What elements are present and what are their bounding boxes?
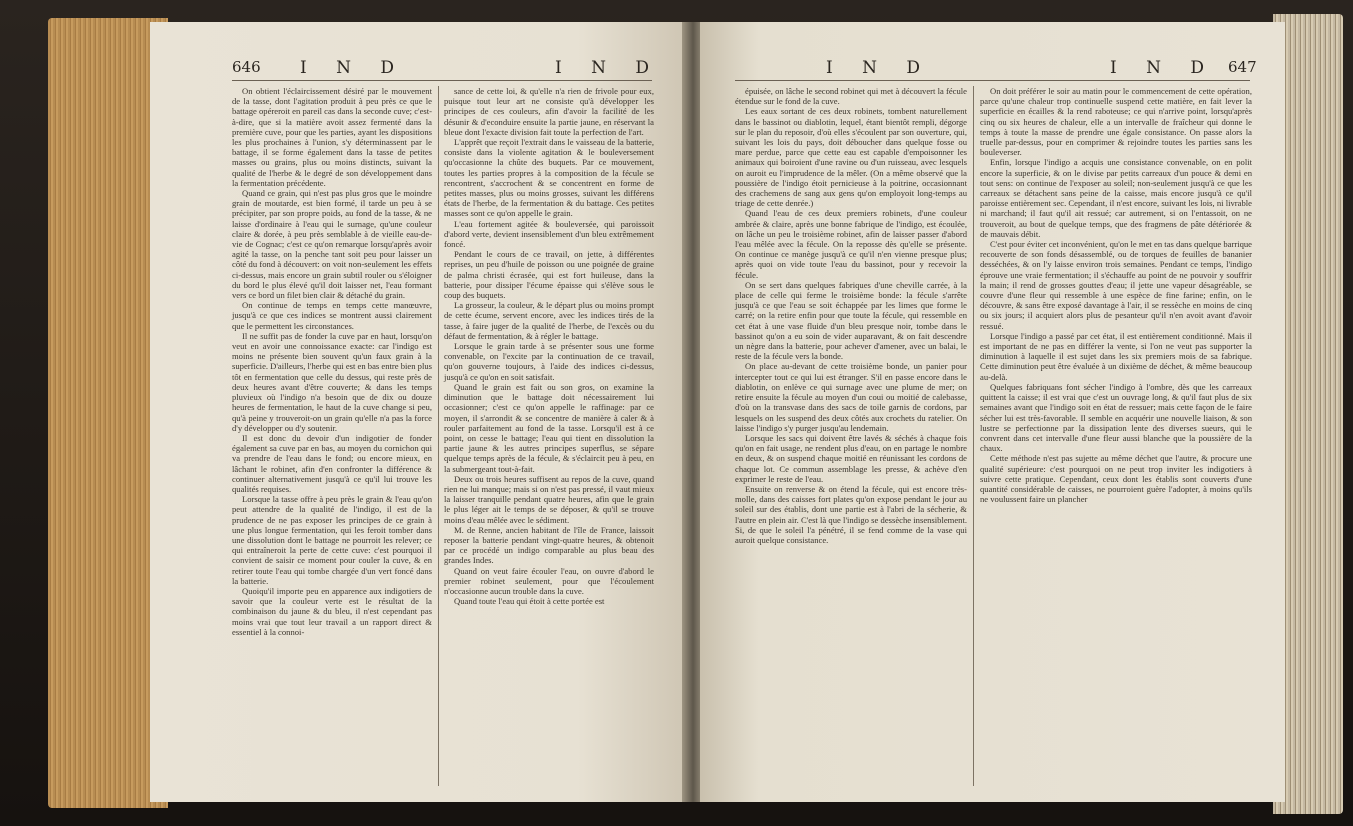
right-page	[700, 22, 1285, 802]
paragraph: Quoiqu'il importe peu en apparence aux indigotiers de savoir que la couleur verte est le résultat de la combinaison du jaune & du bleu, il n'est cependant pas moins vrai que tout leur travail a un rapport direct & essentiel à la connoi-	[232, 585, 432, 637]
right-column-2	[980, 86, 1252, 504]
left-running-head-2: I N D	[555, 58, 662, 78]
paragraph: On doit préférer le soir au matin pour le commencement de cette opération, parce qu'une chaleur trop continuelle suspend cette matière, en fait lever la superficie en écailles & la rend raboteuse; ce qui n'arrive point, lorsqu'après cinq ou six heures de chaleur, elle a un intervalle de fraîcheur qui donne le temps à toute la masse de prendre une égale consistance. On passe alors la truelle par-dessus, pour en comprimer & rejoindre toutes les parties sans les bouleverser.	[980, 86, 1252, 158]
left-column-1	[232, 86, 432, 637]
right-running-head: I N D	[1110, 58, 1217, 78]
paragraph: sance de cette loi, & qu'elle n'a rien de frivole pour eux, puisque tout leur art ne consiste qu'à développer les principes de ces couleurs, afin d'avoir la facilité de les désunir & d'econduire ensuite la partie jaune, en réservant la bleue dont l'exacte division fait toute la perfection de l'art.	[444, 86, 654, 137]
paragraph: Quand toute l'eau qui étoit à cette portée est	[454, 596, 605, 607]
paragraph: M. de Renne, ancien habitant de l'île de France, laissoit reposer la batterie pendant vingt-quatre heures, & obtenoit par ce procédé un indigo comparable au plus beau des grandes Indes.	[444, 524, 654, 566]
paragraph: Cette méthode n'est pas sujette au même déchet que l'autre, & procure une qualité supérieure: c'est pourquoi on ne peut trop inviter les indigotiers à suivre cette pratique. Cependant, ceux dont les établis sont couverts d'une quantité considérable de caisses, ne pourroient guère l'adopter, à moins qu'ils ne voulussent faire un plancher	[980, 453, 1252, 505]
paragraph: La grosseur, la couleur, & le départ plus ou moins prompt de cette écume, servent encore, avec les indices tirés de la tasse, à faire juger de la qualité de l'herbe, de l'excès ou du défaut de fermentation, & à régler le battage.	[444, 300, 654, 341]
paragraph: Lorsque les sacs qui doivent être lavés & séchés à chaque fois qu'on en fait usage, ne rendent plus d'eau, on en partage le nombre en deux, & on suspend chaque moitié en réunissant les cordons de chaque lot. Ce commun assemblage les presse, & achève d'en exprimer le reste de l'eau.	[735, 432, 967, 484]
paragraph: C'est pour éviter cet inconvénient, qu'on le met en tas dans quelque barrique recouverte de son fonds désassemblé, ou de torques de feuilles de bananier desséchées, & on l'y laisse environ trois semaines. Pendant ce temps, l'indigo éprouve une vraie fermentation; il s'échauffe au point de ne pouvoir y souffrir la main; il rend de grosses gouttes d'eau; il jette une vapeur désagréable, se couvre d'une fleur qui ressemble à une espèce de fine farine; enfin, on le découvre, & sans être exposé davantage à l'air, il se ressèche en moins de cinq ou six jours; il acquiert alors plus de pesanteur qu'il n'en avoit avant d'avoir ressué.	[980, 239, 1252, 331]
paragraph: Quelques fabriquans font sécher l'indigo à l'ombre, dès que les carreaux quittent la caisse; il est vrai que c'est un ouvrage long, & qu'il faut plus de six semaines avant que l'indigo soit en état de ressuer; mais cette façon de le faire sécher lui est très-favorable. Il semble en acquérir une nouvelle liaison, & son lustre se perfectionne par la dissipation lente des diverses sueurs, qui le convrent dans cet intervalle d'une fleur aussi blanche que la poussière de la chaux.	[980, 381, 1252, 454]
paragraph: On place au-devant de cette troisième bonde, un panier pour intercepter tout ce qui lui est étranger. S'il en passe encore dans le diablotin, on enlève ce qui surnage avec une plume de mer; on retire ensuite la fécule au moyen d'un coui ou moitié de calebasse, d'où on la transvase dans des sacs de toile garnis de cordons, par lesquels on les suspend des deux côtés aux crochets du ratelier. On laisse l'indigo s'y purger jusqu'au lendemain.	[735, 361, 967, 433]
header-rule	[232, 80, 652, 81]
header-rule-right	[735, 80, 1250, 81]
paragraph: Lorsque l'indigo a passé par cet état, il est entièrement conditionné. Mais il est important de ne pas en différer la vente, si l'on ne veut pas supporter la diminution à laquelle il est sujet dans les six premiers mois de sa fabrique. Cette diminution peut être évaluée à un dixième de déchet, & même beaucoup au-delà.	[980, 330, 1252, 382]
left-page-number: 646	[232, 58, 261, 76]
paragraph: On continue de temps en temps cette manœuvre, jusqu'à ce que ces indices se montrent aussi clairement que le permettent les circonstances.	[232, 300, 432, 331]
paragraph: Lorsque le grain tarde à se présenter sous une forme convenable, on l'excite par la continuation de ce travail, qu'on gouverne toujours, à l'aide des indices ci-dessus, jusqu'à ce qu'on en soit satisfait.	[444, 341, 654, 382]
paragraph: Pendant le cours de ce travail, on jette, à différentes reprises, un peu d'huile de poisson ou une poignée de graine de palma christi écrasée, qui est fort huileuse, dans la batterie, pour dissiper l'écume épaisse qui s'élève sous le coup des buquets.	[444, 249, 654, 301]
right-page-number: 647	[1228, 58, 1257, 76]
right-column-1	[735, 86, 967, 545]
column-divider	[438, 86, 439, 786]
paragraph: On se sert dans quelques fabriques d'une cheville carrée, à la place de celle qui ferme le troisième bonde: la fécule s'arrête jusqu'à ce que l'eau se soit échappée par les limes que forme le carré; on la retire enfin pour que toute la fécule, qui ressemble en cet état à une vase fluide d'un bleu presque noir, tombe dans le bassinot qu'on a eu soin de vider auparavant, & on fait descendre un nègre dans la batterie, pour achever d'amener, avec un balai, le reste de la fécule vers la bonde.	[735, 279, 967, 362]
paragraph: L'eau fortement agitée & bouleversée, qui paroissoit d'abord verte, devient insensiblement d'un bleu extrêmement foncé.	[444, 218, 654, 250]
paragraph: On obtient l'éclaircissement désiré par le mouvement de la tasse, dont l'agitation produit à peu près ce que le battage opéreroit en pareil cas dans la seconde cuve; c'est-à-dire, que si la matière avoit assez fermenté dans la première cuve, pour que les parties, ayant les dispositions les plus prochaines à l'union, s'y déterminassent par le battage, il se forme également dans la tasse de petites masses ou grains, plus ou moins distincts, suivant la qualité de l'herbe & le degré de son développement dans la fermentation précédente.	[232, 86, 432, 188]
left-running-head: I N D	[300, 58, 407, 78]
paragraph: Quand l'eau de ces deux premiers robinets, d'une couleur ambrée & claire, après une bonne fabrique de l'indigo, est écoulée, on lâche un peu le troisième robinet, afin de laisser passer d'abord l'eau mêlée avec la fécule. On la reposse dès qu'elle se présente. On continue ce manège jusqu'à ce qu'il n'en vienne presque plus; après quoi on vide toute l'eau du bassinot, pour y recevoir la fécule.	[735, 208, 967, 280]
paragraph: Quand ce grain, qui n'est pas plus gros que le moindre grain de moutarde, est bien formé, il tarde un peu à se précipiter, par son propre poids, au fond de la tasse, & ne laisse d'ordinaire à l'eau qui le surnage, qu'une couleur claire & dorée, à peu près semblable à de vieille eau-de-vie de Cognac; c'est ce qu'on remarque lorsqu'après avoir agité la tasse, on la penche tant soit peu pour laisser un côté du fond à découvert: on voit non-seulement les effets ci-dessus, mais encore un grain subtil rouler ou s'éloigner du bord le plus élevé qu'il doit laisser net, l'eau formant vers ce bord un filet bien clair & détaché du grain.	[232, 188, 432, 301]
left-column-2	[444, 86, 654, 606]
paragraph: Il est donc du devoir d'un indigotier de fonder également sa cuve par en bas, au moyen du cornichon qui va prendre de l'eau dans le fond; ou encore mieux, en lâchant le robinet, afin d'en confronter la différence & continuer alternativement jusqu'à ce qu'il lui trouve les qualités requises.	[232, 432, 432, 494]
paragraph: L'apprêt que reçoit l'extrait dans le vaisseau de la batterie, consiste dans la violente agitation & le bouleversement qu'occasionne la chûte des buquets. Par ce mouvement, toutes les parties propres à la composition de la fécule se rencontrent, s'accrochent & se concentrent en forme de petites masses, plus ou moins grosses, suivant les différens états de l'herbe, de la fermentation & du battage. Ces petites masses sont ce qu'on appelle le grain.	[444, 137, 654, 219]
paragraph: Deux ou trois heures suffisent au repos de la cuve, quand rien ne lui manque; mais si on n'est pas pressé, il vaut mieux la laisser tranquille pendant quatre heures, afin que le grain le plus léger ait le temps de se déposer, & qu'il se trouve moins d'eau mêlée avec le sédiment.	[444, 473, 654, 525]
left-page	[150, 22, 685, 802]
paragraph: Il ne suffit pas de fonder la cuve par en haut, lorsqu'on veut en avoir une connoissance exacte: car l'indigo est moins ne présente bien souvent qu'un faux grain à la superficie. D'ailleurs, l'herbe qui est en bas entre bien plus tôt en fermentation que celle du dessus, qui reste près de deux heures avant d'être couverte; & dans les temps pluvieux où l'indigo n'a besoin que de dix ou douze heures de fermentation, le haut de la cuve change si peu, qu'à peine y trouveroit-on un grain qu'elle n'a pas la force d'y développer ou d'y soutenir.	[232, 330, 432, 433]
paragraph: Quand on veut faire écouler l'eau, on ouvre d'abord le premier robinet seulement, pour que l'écoulement n'occasionne aucun trouble dans la cuve.	[444, 565, 654, 596]
paragraph: Les eaux sortant de ces deux robinets, tombent naturellement dans le bassinot ou diablotin, lequel, étant bientôt rempli, dégorge sur le plan du reposoir, d'où elles s'écoulent par son ouverture, qui, suivant les lois du pays, doit déboucher dans quelque fosse ou mare perdue, parce que cette eau est capable d'empoisonner les animaux qui boiroient d'une ravine ou d'un ruisseau, avec lesquels on auroit eu l'imprudence de la mêler. (On a même observé que la poussière de l'indigo étoit pernicieuse à la poitrine, occasionnant des crachemens de sang aux gens qu'on employoit long-temps au triage de cette denrée.)	[735, 106, 967, 209]
column-divider-right	[973, 86, 974, 786]
paragraph: Quand le grain est fait ou son gros, on examine la diminution que le battage doit nécessairement lui occasionner; c'est ce qu'on appelle le raffinage: par ce moyen, il s'arrondit & se concentre de manière à caler & à rouler parfaitement au fond de la tasse. Lorsqu'il est à ce point, on cesse le battage; l'eau qui tient en dissolution la partie jaune & les autres principes superflus, se sépare quelque temps après de la fécule, & s'éclaircit peu à peu, en la submergeant tout-à-fait.	[444, 381, 654, 474]
right-running-head-1: I N D	[826, 58, 933, 78]
paragraph: Lorsque la tasse offre à peu près le grain & l'eau qu'on peut attendre de la qualité de l'indigo, il est de la prudence de ne pas exposer les principes de ce grain à une plus longue fermentation, qui les feroit tomber dans une dissolution dont le battage ne pourroit les relever; ce qui entraîneroit la perte de cette cuve: c'est pourquoi il convient de saisir ce moment pour couler la cuve, & en retirer toute l'eau qui tombe chargée d'un vert foncé dans la batterie.	[232, 494, 432, 586]
paragraph: Enfin, lorsque l'indigo a acquis une consistance convenable, on en polit encore la superficie, & on le divise par petits carreaux d'un pouce & demi en tout sens: on continue de l'exposer au soleil; non-seulement jusqu'à ce que les carreaux se détachent sans peine de la caisse, mais encore jusqu'à ce qu'il paroisse entièrement sec. Cependant, il n'est encore, suivant les lois, ni livrable ni marchand; il faut qu'il ait ressué; car autrement, si on l'entassoit, on ne trouveroit, au bout de quelque temps, que des fragmens de pâte détériorée & de mauvais débit.	[980, 157, 1252, 239]
paragraph: épuisée, on lâche le second robinet qui met à découvert la fécule étendue sur le fond de la cuve.	[735, 86, 967, 107]
paragraph: Ensuite on renverse & on étend la fécule, qui est encore très-molle, dans des caisses fort plates qu'on expose pendant le jour au soleil sur des établis, dont une partie est à l'abri de la sécherie, & l'autre en plein air. C'est là que l'indigo se dessèche insensiblement. Si, de que le soleil l'a pénétré, il se fend comme de la vase qui auroit quelque consistance.	[735, 483, 967, 545]
